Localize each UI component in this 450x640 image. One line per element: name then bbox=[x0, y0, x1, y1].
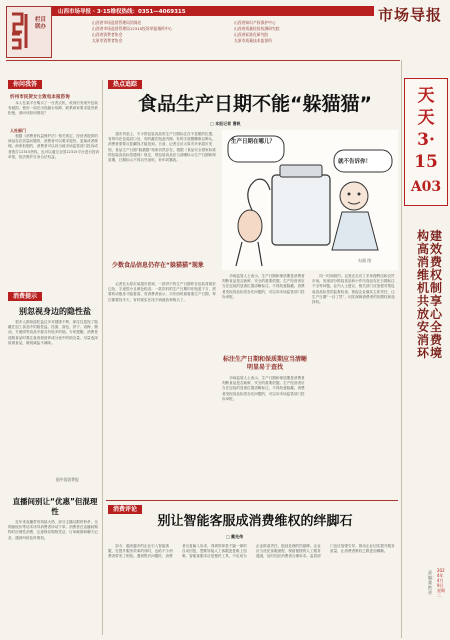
rule-top bbox=[6, 60, 400, 61]
body-1: 记者在太原市某超市看到，一款饼干的生产日期印在包装背面折边处，字迹很小且颜色较浅；一款饮料的生产日期印在瓶盖下方，需要转动瓶身才能看清。有消费者表示，买东西时最看重生产日期，每次都要找半天，有时候实在找不到就放弃购买了。 bbox=[108, 282, 216, 302]
rule-left bbox=[102, 80, 103, 635]
section-label-hot: 热点追踪 bbox=[108, 80, 142, 89]
section-label-tips: 消费提示 bbox=[8, 292, 42, 301]
cartoon-caption: 生产日期在哪儿？ bbox=[231, 139, 276, 145]
body-mid-col: 市场监管人士表示，生产日期和保质期是消费者判断食品是否新鲜、安全的重要依据。生产经营者应当在包装的显著位置清晰标注，不得故意隐藏。消费者发现食品标签存在问题的，可以向市场监管部门投诉举报。 bbox=[222, 274, 305, 299]
date-line: 2024年4月9日 星期二 bbox=[437, 568, 445, 598]
commentary-body: 如今，越来越多的企业引入智能客服，在提升服务效率的同时，也给不少消费者带来了困扰。遇到售后问题时，消费者反复输入诉求，得到的却是千篇一律的自动回复，想要转接人工客服更是难上加难。智能客服本应是便民工具，不应成为企业推诿责任、拖延处理的挡箭牌。企业应当优化客服流程，保留便捷的人工服务通道，及时回应消费者合理诉求。监管部门也应加强引导，推动企业切实提升服务质量，让消费者维权之路更加顺畅。 bbox=[108, 544, 395, 559]
editor-line: 责编：董艳晋 bbox=[428, 570, 436, 595]
unit-item: 太原市质量技术监督所 bbox=[234, 38, 272, 43]
column-name: 天天3·15 bbox=[414, 86, 438, 172]
subhead-1: 少数食品信息仍存在“躲猫猫”现象 bbox=[112, 262, 204, 269]
unit-item: 山西省质量检验检测研究院 bbox=[234, 26, 280, 31]
article2-title: 直播间别让“优惠”但混理性 bbox=[12, 497, 98, 516]
qa-question-body: 本人在某平台购买了一台洗衣机，收到后发现外包装有破损，使用一周后出现漏水故障，联系商家要求退货被拒绝，请问该如何维权？ bbox=[8, 101, 98, 116]
unit-item: 山西省市场监督管理局消保处 bbox=[92, 20, 142, 25]
commentary-title: 别让智能客服成消费维权的绊脚石 bbox=[157, 514, 353, 529]
unit-list-right bbox=[234, 20, 354, 44]
article1-body: 很多人都知道吃盐过多对健康不利，却往往忽视了隐藏在加工食品中的隐性盐。挂面、面包、饼干、话梅、酱油、方便面等食品中都含有较多的钠。专家提醒，消费者选购食品时要注意查看营养成分表中的钠含量，尽量选择低钠食品，做到减盐不减味。 bbox=[8, 320, 98, 345]
paper-name: 市场导报 bbox=[378, 6, 443, 24]
section-label-comment: 消费评论 bbox=[108, 505, 142, 514]
subhead-2: 标注生产日期和保质期应当清晰明显易于查找 bbox=[222, 356, 307, 371]
box-label: 栏目联办 bbox=[35, 17, 47, 30]
body-right-col: 同一时间段内，记者还走访了多家便利店和农贸市场，发现部分散装食品和小作坊食品存在日期标注不全等问题。业内人士建议，相关部门应加强对预包装食品标签的监督检查，督促企业落实主体责任，让生产日期“一目了然”，切实保障消费者的知情权和选择权。 bbox=[312, 274, 395, 305]
qa-answer-label: 人社部门 bbox=[10, 128, 26, 133]
unit-item: 山西省消费者协会 bbox=[92, 32, 123, 37]
rule-commentary bbox=[106, 500, 398, 501]
vertical-slogan: 构建高效消费维权机制 共享放心安全消费环境 bbox=[417, 229, 444, 360]
rule-right bbox=[401, 60, 402, 638]
article1-title: 别忽视身边的隐性盐 bbox=[19, 307, 91, 316]
cartoon-reply: 就不告诉你！ bbox=[338, 159, 372, 165]
right-strip bbox=[404, 78, 448, 206]
qa-answer-body: 根据《消费者权益保护法》相关规定，经营者提供的商品存在质量问题的，消费者可以要求退货、更换或者修理。商家拒绝的，消费者可以向当地市场监管部门投诉或者拨打12315热线，也可以通过全国12315平台进行投诉举报，依法维护自身合法权益。 bbox=[8, 134, 100, 159]
section-label-qa: 你问我答 bbox=[8, 80, 42, 89]
main-headline: 食品生产日期不能“躲猫猫” bbox=[138, 93, 372, 115]
body-2: 市场监管人士表示，生产日期和保质期是消费者判断食品是否新鲜、安全的重要依据。生产经营者应当在包装的显著位置清晰标注，不得故意隐藏。消费者发现食品标签存在问题的，可以向市场监管部门投诉举报。 bbox=[222, 376, 305, 401]
commentary-byline: □ 戴先伟 bbox=[226, 534, 244, 539]
page-number: A03 bbox=[410, 179, 442, 195]
unit-item: 太原市消费者协会 bbox=[92, 38, 123, 43]
unit-item: 山西省知识产权保护中心 bbox=[234, 20, 276, 25]
unit-item: 山西省市场监督管理局12315投诉举报指挥中心 bbox=[92, 26, 173, 31]
cartoon-illustration bbox=[222, 130, 398, 270]
logo-315-mark bbox=[10, 10, 32, 52]
main-byline: □ 本报记者 曹帆 bbox=[210, 121, 241, 126]
cartoon-credit: 勾画 图 bbox=[358, 258, 372, 263]
qa-question-title: 忻州市民贺女士致电本报咨询 bbox=[10, 95, 70, 100]
article2-body: 近年来直播带货持续火热，部分主播以限时秒杀、全网最低价等话术诱导消费者冲动下单。消费者在直播间购物时应理性消费，注意保存购物凭证、订单截图和聊天记录，遇到纠纷及时维权。 bbox=[8, 520, 98, 540]
main-lead-body: 超市货架上，不少预包装食品的生产日期标注在不显眼的位置，有的印在包装封口处，有的藏在瓶盖内侧，有的字迹模糊难以辨认，消费者需要反复翻找才能找到。日前，记者走访太原市多家超市发现，食品生产日期“躲猫猫”现象仍然存在。根据《食品安全国家标准 预包装食品标签通则》规定，预包装食品应当清晰标示生产日期和保质期，日期标示不得另外加贴、补印或篡改。 bbox=[108, 132, 216, 163]
unit-list-left bbox=[92, 20, 212, 44]
unit-item: 山西省标准化研究院 bbox=[234, 32, 269, 37]
masthead-logo-box bbox=[6, 6, 52, 58]
header-text: 山西市场导报 · 3·15维权热线：0351—4069315 bbox=[58, 9, 186, 15]
article1-source: 据中国消费报 bbox=[56, 477, 79, 482]
